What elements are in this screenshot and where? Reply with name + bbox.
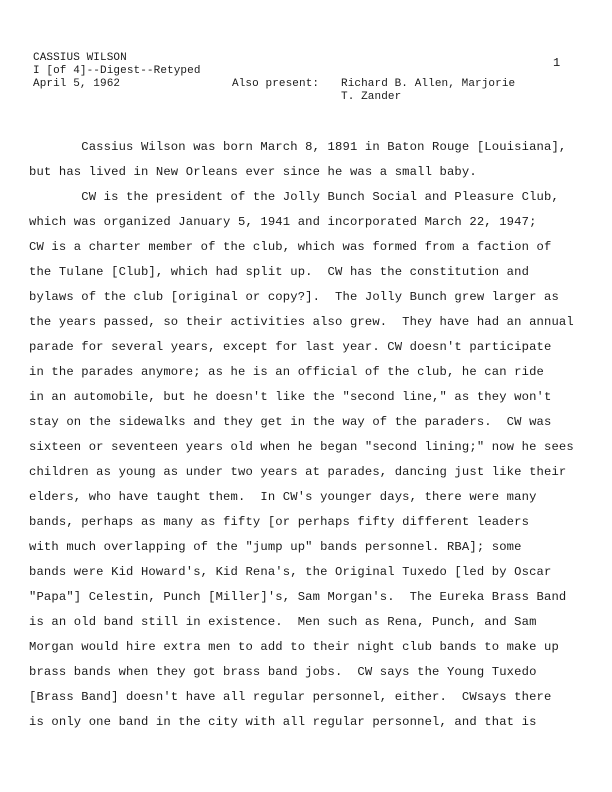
body-line: CW is a charter member of the club, which was formed from a faction of xyxy=(29,240,552,254)
body-line: children as young as under two years at parades, dancing just like their xyxy=(29,465,567,479)
interviewee-name: CASSIUS WILSON xyxy=(33,52,127,64)
body-line: brass bands when they got brass band jobs. CW says the Young Tuxedo xyxy=(29,665,537,679)
body-line: bands were Kid Howard's, Kid Rena's, the Original Tuxedo [led by Oscar xyxy=(29,565,552,579)
body-line: is only one band in the city with all regular personnel, and that is xyxy=(29,715,537,729)
body-line: bands, perhaps as many as fifty [or perhaps fifty different leaders xyxy=(29,515,530,529)
body-line: CW is the president of the Jolly Bunch Social and Pleasure Club, xyxy=(29,190,559,204)
body-line: parade for several years, except for last year. CW doesn't participate xyxy=(29,340,552,354)
body-line: the Tulane [Club], which had split up. CW has the constitution and xyxy=(29,265,530,279)
page-number: 1 xyxy=(553,56,561,70)
body-line: in an automobile, but he doesn't like the "second line," as they won't xyxy=(29,390,552,404)
body-line: sixteen or seventeen years old when he began "second lining;" now he sees xyxy=(29,440,574,454)
body-line: "Papa"] Celestin, Punch [Miller]'s, Sam Morgan's. The Eureka Brass Band xyxy=(29,590,567,604)
body-line: Morgan would hire extra men to add to their night club bands to make up xyxy=(29,640,559,654)
body-line: [Brass Band] doesn't have all regular personnel, either. CWsays there xyxy=(29,690,552,704)
body-line: elders, who have taught them. In CW's younger days, there were many xyxy=(29,490,537,504)
body-line: in the parades anymore; as he is an official of the club, he can ride xyxy=(29,365,544,379)
also-present-names-line-2: T. Zander xyxy=(341,91,402,103)
interview-date: April 5, 1962 xyxy=(33,78,121,90)
body-line: but has lived in New Orleans ever since he was a small baby. xyxy=(29,165,477,179)
body-line: stay on the sidewalks and they get in the way of the paraders. CW was xyxy=(29,415,552,429)
body-line: the years passed, so their activities also grew. They have had an annual xyxy=(29,315,574,329)
tape-label: I [of 4]--Digest--Retyped xyxy=(33,65,201,77)
body-line: which was organized January 5, 1941 and incorporated March 22, 1947; xyxy=(29,215,537,229)
also-present-label: Also present: xyxy=(232,78,320,90)
body-line: is an old band still in existence. Men such as Rena, Punch, and Sam xyxy=(29,615,537,629)
body-line: with much overlapping of the "jump up" bands personnel. RBA]; some xyxy=(29,540,522,554)
body-line: Cassius Wilson was born March 8, 1891 in Baton Rouge [Louisiana], xyxy=(29,140,567,154)
body-line: bylaws of the club [original or copy?]. The Jolly Bunch grew larger as xyxy=(29,290,559,304)
also-present-names-line-1: Richard B. Allen, Marjorie xyxy=(341,78,516,90)
